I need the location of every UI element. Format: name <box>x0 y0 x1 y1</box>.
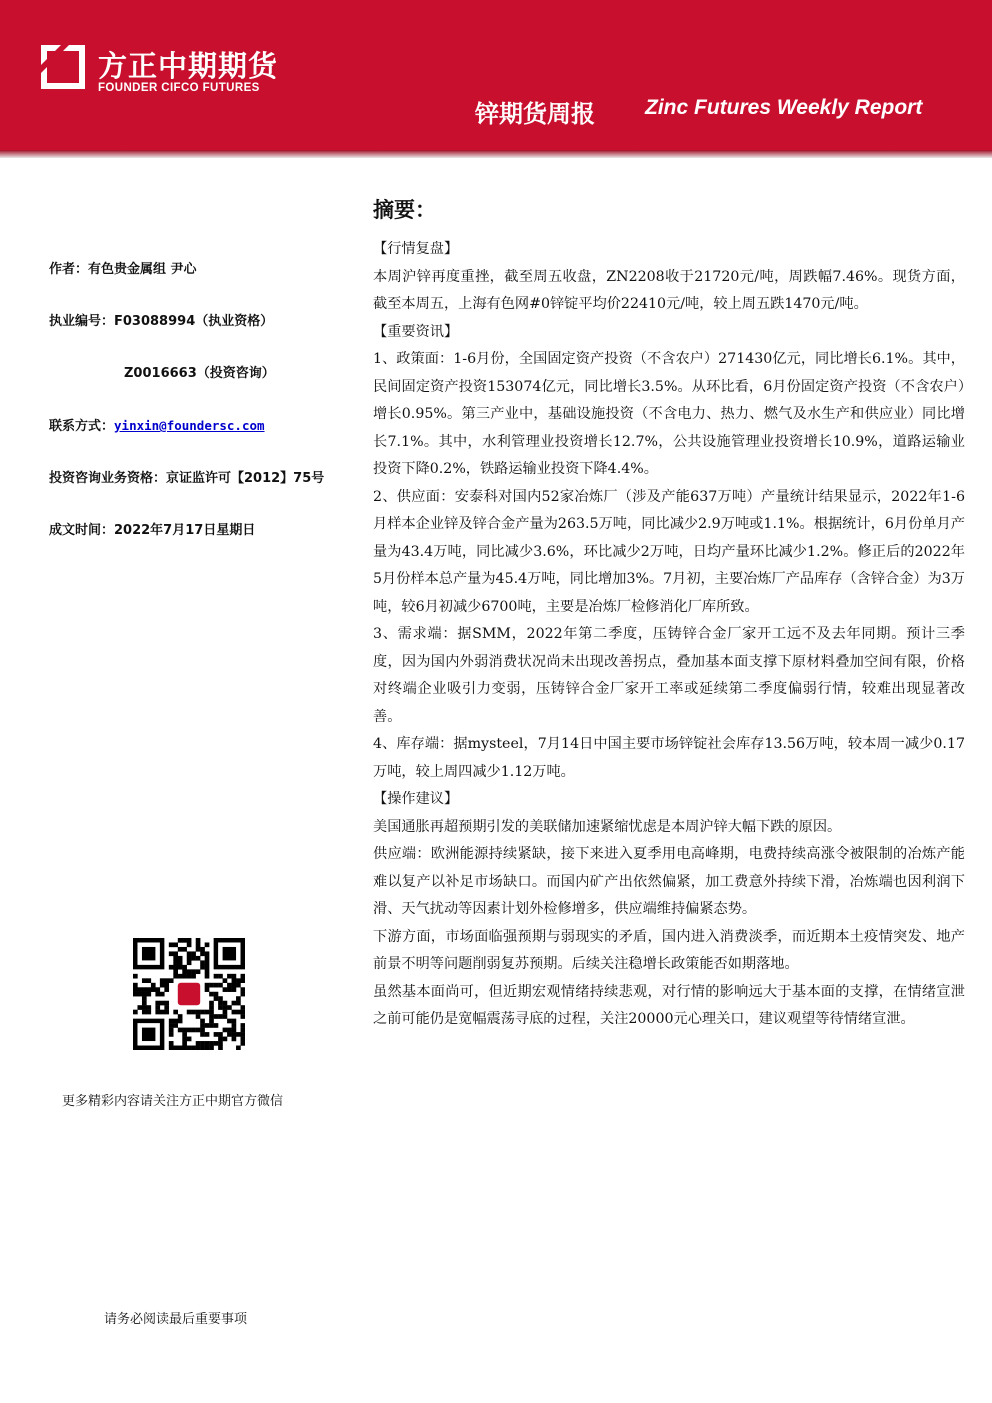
brand-name-en: FOUNDER CIFCO FUTURES <box>98 82 260 94</box>
license-line: 执业编号：F03088994（执业资格） <box>49 314 274 329</box>
paragraph: 3、需求端：据SMM，2022年第二季度，压铸锌合金厂家开工远不及去年同期。预计三季度，因为国内外弱消费状况尚未出现改善拐点，叠加基本面支撑下原材料叠加空间有限，价格对终端企业吸引力变弱，压铸锌合金厂家开工率或延续第二季度偏弱行情，较难出现显著改善。 <box>373 626 965 725</box>
footer-note: 请务必阅读最后重要事项 <box>104 1312 248 1327</box>
abstract-body <box>373 194 965 1034</box>
date-line: 成文时间：2022年7月17日星期日 <box>49 523 256 538</box>
paragraph: 本周沪锌再度重挫，截至周五收盘，ZN2208收于21720元/吨，周跌幅7.46%。现货方面，截至本周五，上海有色网#0锌锭平均价22410元/吨，较上周五跌1470元/吨。 <box>373 268 965 312</box>
report-title-cn: 锌期货周报 <box>475 100 595 128</box>
paragraph: 2、供应面：安泰科对国内52家冶炼厂（涉及产能637万吨）产量统计结果显示，2022年1-6月样本企业锌及锌合金产量为263.5万吨，同比减少2.9万吨或1.1%。根据统计，6月份单月产量为43.4万吨，同比减少3.6%，环比减少2万吨，日均产量环比减少1.2%。修正后的2022年5月份样本总产量为45.4万吨，同比增加3%。7月初，主要冶炼厂产品库存（含锌合金）为3万吨，较6月初减少6700吨，主要是冶炼厂检修消化厂库所致。 <box>373 488 965 615</box>
paragraph: 虽然基本面尚可，但近期宏观情绪持续悲观，对行情的影响远大于基本面的支撑，在情绪宣泄之前可能仍是宽幅震荡寻底的过程，关注20000元心理关口，建议观望等待情绪宣泄。 <box>373 983 965 1027</box>
paragraph: 美国通胀再超预期引发的美联储加速紧缩忧虑是本周沪锌大幅下跌的原因。 <box>373 818 842 835</box>
report-header-banner <box>0 0 992 156</box>
contact-line <box>49 415 265 434</box>
contact-email-link[interactable]: yinxin@foundersc.com <box>114 418 265 433</box>
author-line: 作者：有色贵金属组 尹心 <box>49 262 197 277</box>
abstract-title: 摘要： <box>373 198 436 222</box>
paragraph: 供应端：欧洲能源持续紧缺，接下来进入夏季用电高峰期，电费持续高涨令被限制的冶炼产能难以复产以补足市场缺口。而国内矿产出依然偏紧，加工费意外持续下滑，冶炼端也因利润下滑、天气扰动等因素计划外检修增多，供应端维持偏紧态势。 <box>373 846 965 917</box>
qualification-line: 投资咨询业务资格：京证监许可【2012】75号 <box>49 471 325 486</box>
paragraph: 4、库存端：据mysteel，7月14日中国主要市场锌锭社会库存13.56万吨，较本周一减少0.17万吨，较上周四减少1.12万吨。 <box>373 736 965 780</box>
founder-logo-icon <box>40 44 86 90</box>
header-divider <box>0 150 992 158</box>
license-line-2: Z0016663（投资咨询） <box>124 366 275 381</box>
section-heading: 【行情复盘】 <box>373 241 459 257</box>
brand-name-cn: 方正中期期货 <box>98 49 279 83</box>
paragraph: 1、政策面：1-6月份，全国固定资产投资（不含农户）271430亿元，同比增长6.1%。其中，民间固定资产投资153074亿元，同比增长3.5%。从环比看，6月份固定资产投资（不含农户）增长0.95%。第三产业中，基础设施投资（不含电力、热力、燃气及水生产和供应业）同比增长7.1%。其中，水利管理业投资增长12.7%，公共设施管理业投资增长10.9%，道路运输业投资下降0.2%，铁路运输业投资下降4.4%。 <box>373 351 965 477</box>
contact-label: 联系方式： <box>49 419 115 434</box>
section-heading: 【重要资讯】 <box>373 323 459 340</box>
report-title-en: Zinc Futures Weekly Report <box>645 96 923 119</box>
section-heading: 【操作建议】 <box>373 791 459 807</box>
qr-caption: 更多精彩内容请关注方正中期官方微信 <box>62 1094 284 1109</box>
paragraph: 下游方面，市场面临强预期与弱现实的矛盾，国内进入消费淡季，而近期本土疫情突发、地产前景不明等问题削弱复苏预期。后续关注稳增长政策能否如期落地。 <box>373 928 965 972</box>
wechat-qr-code-icon <box>133 938 245 1050</box>
